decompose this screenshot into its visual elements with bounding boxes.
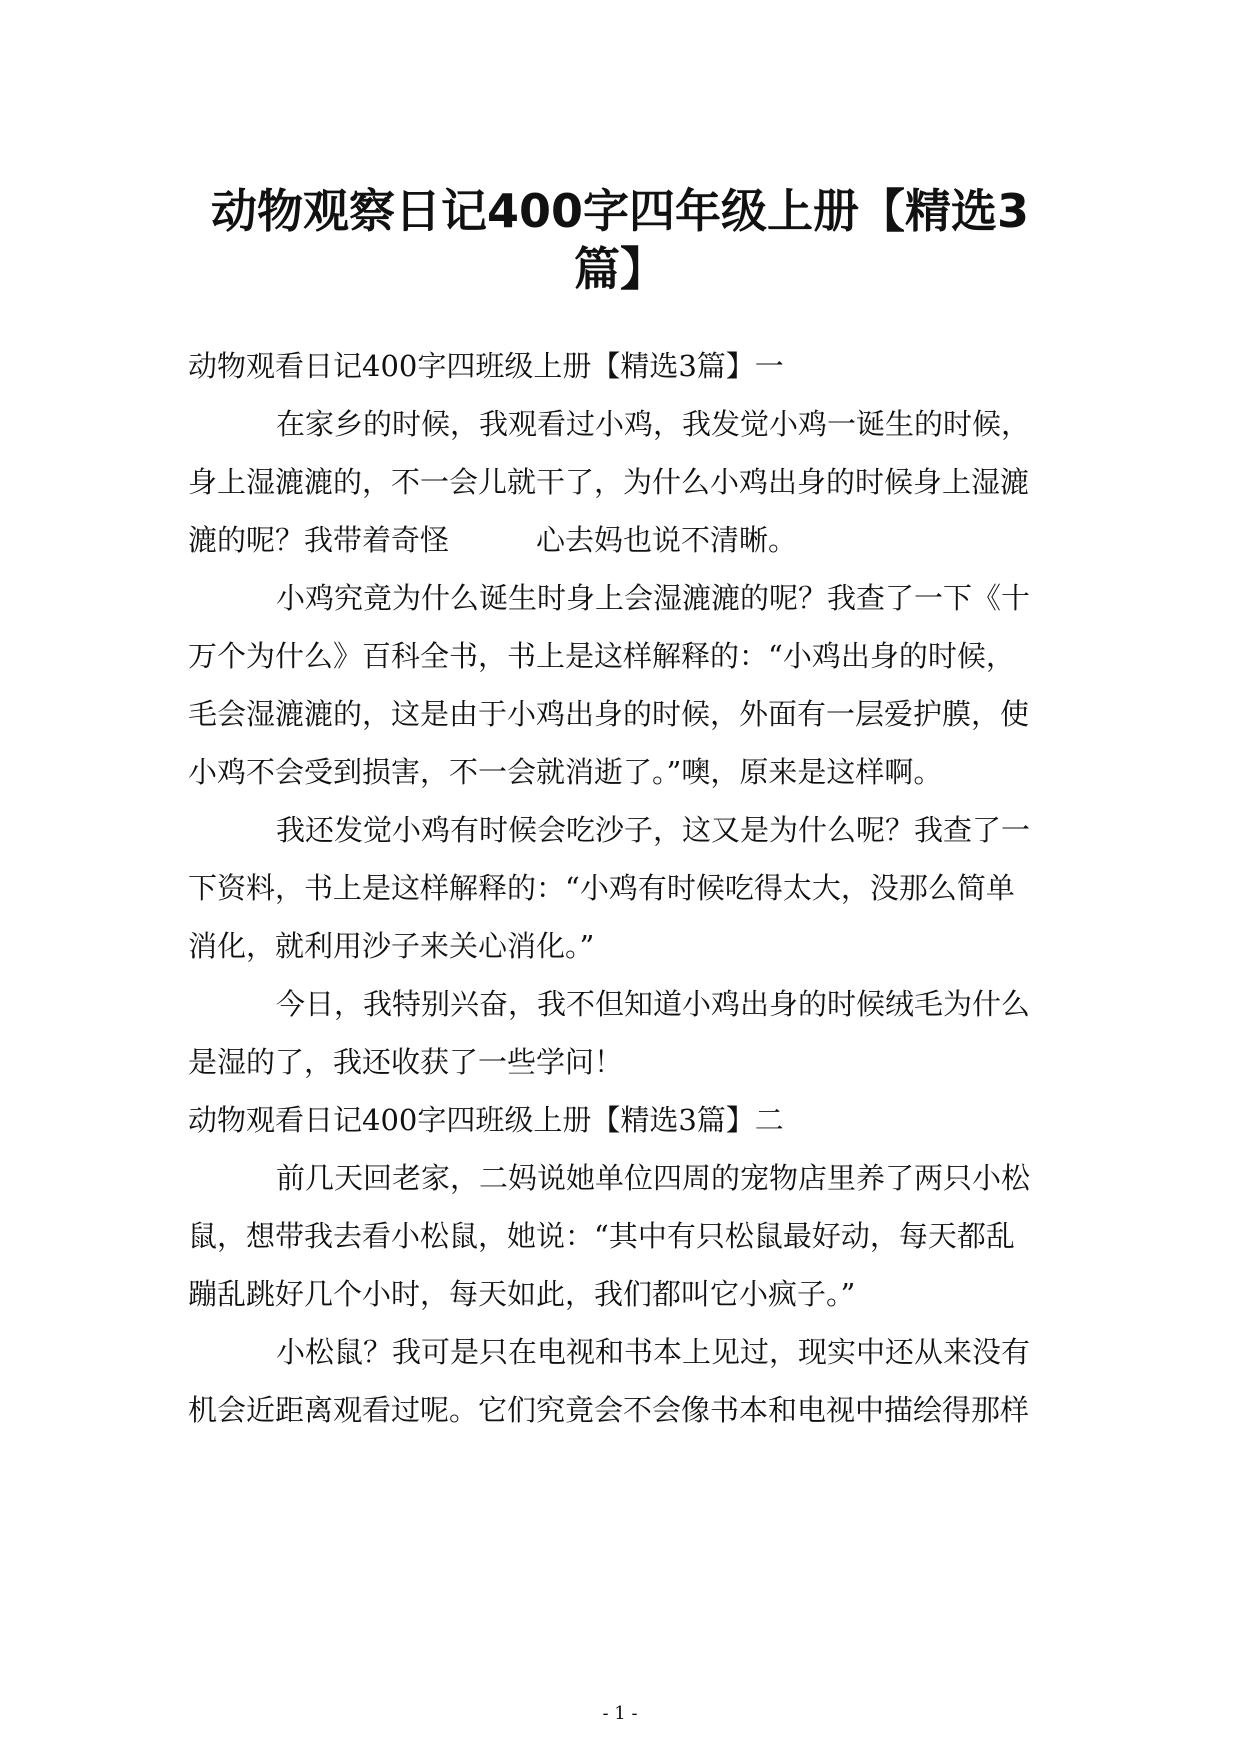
paragraph-line: 小鸡不会受到损害，不一会就消逝了。”噢，原来是这样啊。 xyxy=(188,755,943,789)
paragraph-line: 我还发觉小鸡有时候会吃沙子，这又是为什么呢？我查了一 xyxy=(276,813,1031,847)
paragraph-line: 消化，就利用沙子来关心消化。” xyxy=(188,929,595,963)
paragraph-line: 前几天回老家，二妈说她单位四周的宠物店里养了两只小松 xyxy=(276,1161,1031,1195)
paragraph-line: 机会近距离观看过呢。它们究竟会不会像书本和电视中描绘得那样 xyxy=(188,1393,1030,1427)
document-title-line-1: 动物观察日记400字四年级上册【精选3 xyxy=(210,184,1030,238)
paragraph-line: 蹦乱跳好几个小时，每天如此，我们都叫它小疯子。” xyxy=(188,1277,856,1311)
paragraph-line: 鼠，想带我去看小松鼠，她说：“其中有只松鼠最好动，每天都乱 xyxy=(188,1219,1015,1253)
paragraph-line: 漉的呢？我带着奇怪 心去妈也说不清晰。 xyxy=(188,523,798,557)
section-heading-2: 动物观看日记400字四班级上册【精选3篇】二 xyxy=(188,1103,784,1137)
paragraph-line: 今日，我特别兴奋，我不但知道小鸡出身的时候绒毛为什么 xyxy=(276,987,1031,1021)
paragraph-line: 小鸡究竟为什么诞生时身上会湿漉漉的呢？我查了一下《十 xyxy=(276,581,1031,615)
section-heading-1: 动物观看日记400字四班级上册【精选3篇】一 xyxy=(188,349,784,383)
document-title-line-2: 篇】 xyxy=(574,242,666,296)
paragraph-line: 身上湿漉漉的，不一会儿就干了，为什么小鸡出身的时候身上湿漉 xyxy=(188,465,1030,499)
paragraph-line: 万个为什么》百科全书，书上是这样解释的：“小鸡出身的时候， xyxy=(188,639,1015,673)
paragraph-line: 在家乡的时候，我观看过小鸡，我发觉小鸡一诞生的时候， xyxy=(276,407,1031,441)
paragraph-line: 是湿的了，我还收获了一些学问！ xyxy=(188,1045,624,1079)
page-number: - 1 - xyxy=(602,1703,638,1724)
paragraph-line: 毛会湿漉漉的，这是由于小鸡出身的时候，外面有一层爱护膜，使 xyxy=(188,697,1030,731)
paragraph-line: 下资料，书上是这样解释的：“小鸡有时候吃得太大，没那么简单 xyxy=(188,871,1015,905)
paragraph-line: 小松鼠？我可是只在电视和书本上见过，现实中还从来没有 xyxy=(276,1335,1031,1369)
